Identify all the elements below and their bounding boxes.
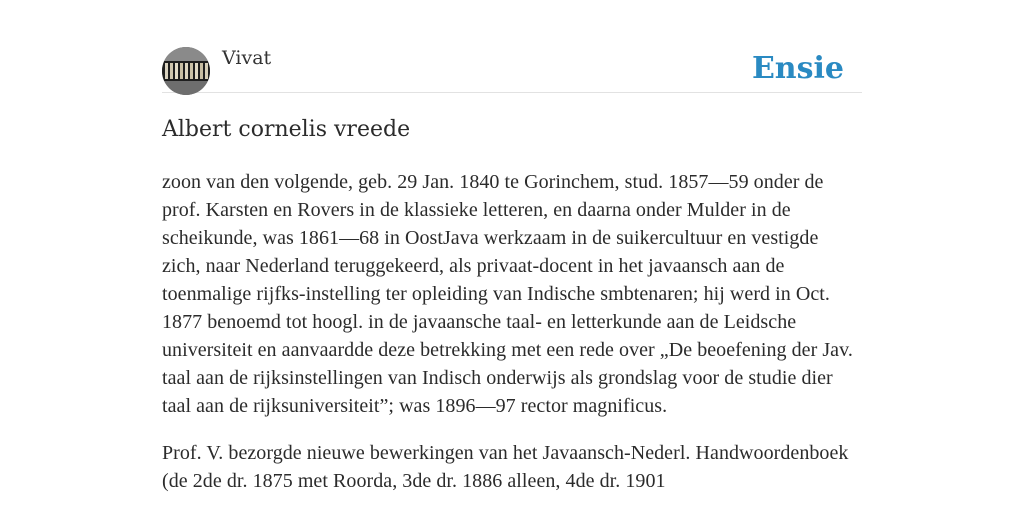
article-paragraph: Prof. V. bezorgde nieuwe bewerkingen van het Javaansch-Nederl. Handwoordenboek (de 2de dr. 1875 met Roorda, 3de dr. 1886 alleen, 4de dr. 1901 — [162, 442, 849, 492]
article-body — [162, 168, 862, 514]
article-paragraph: zoon van den volgende, geb. 29 Jan. 1840 te Gorinchem, stud. 1857—59 onder de prof. Karsten en Rovers in de klassieke letteren, en daarna onder Mulder in de scheikunde, was 1861—68 in OostJava werkzaam in de suikercultuur en vestigde zich, naar Nederland teruggekeerd, als privaat-docent in het javaansch aan de toenmalige rijfks-instelling ter opleiding van Indische smbtenaren; hij werd in Oct. 1877 benoemd tot hoogl. in de javaansche taal- en letterkunde aan de Leidsche universiteit en aanvaardde deze betrekking met een rede over „De beoefening der Jav. taal aan de rijksinstellingen van Indisch onderwijs als grondslag voor de studie dier taal aan de rijksuniversiteit”; was 1896—97 rector magnificus. — [162, 171, 853, 417]
header — [162, 0, 862, 93]
avatar[interactable] — [162, 47, 210, 95]
article-title: Albert cornelis vreede — [162, 117, 411, 142]
brand-logo[interactable]: Ensie — [751, 51, 844, 86]
article-page — [162, 0, 862, 512]
book-spines-icon — [162, 47, 210, 95]
source-name[interactable]: Vivat — [222, 47, 272, 69]
